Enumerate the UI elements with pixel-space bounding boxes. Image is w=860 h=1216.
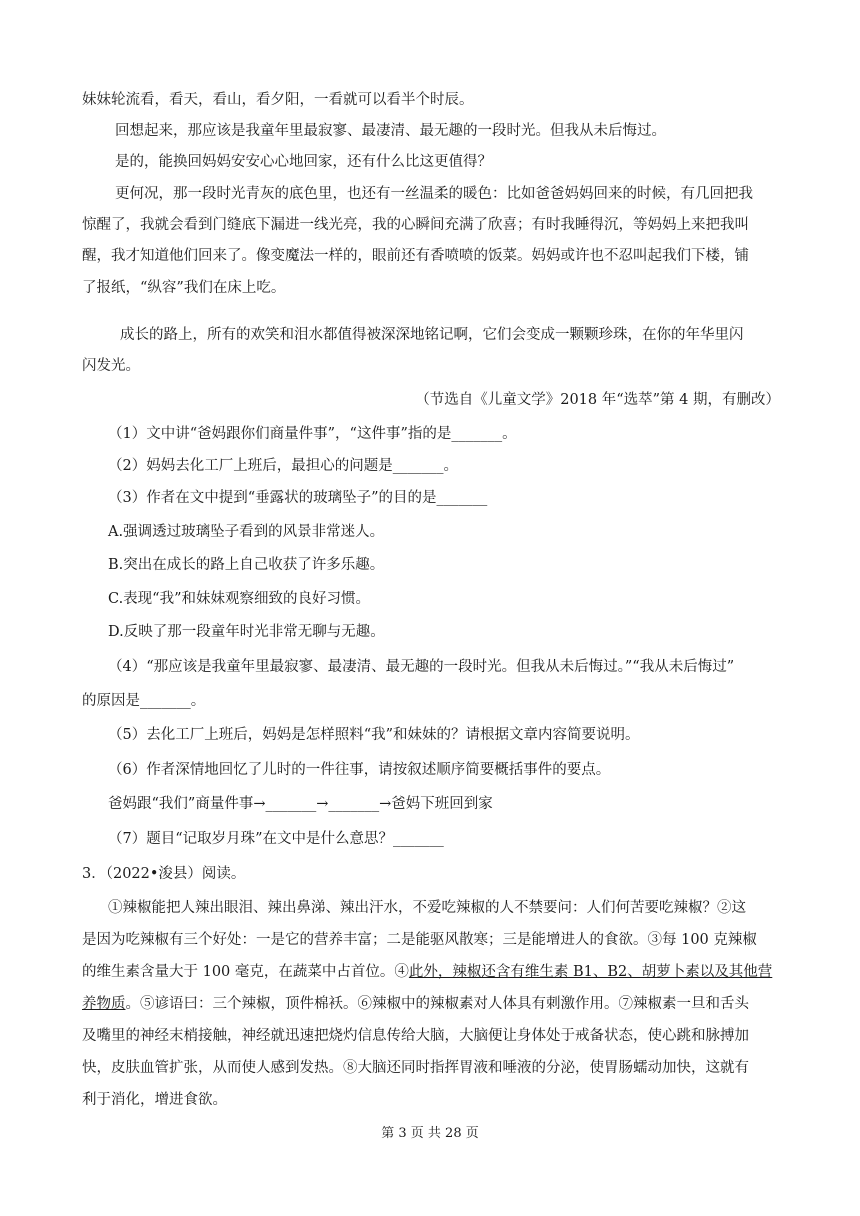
section-3-line: ①辣椒能把人辣出眼泪、辣出鼻涕、辣出汗水，不爱吃辣椒的人不禁要问：人们何苦要吃辣椒？②这 bbox=[108, 900, 746, 916]
question-7: （7）题目“记取岁月珠”在文中是什么意思？_______ bbox=[108, 831, 444, 847]
paragraph-line: 醒，我才知道他们回来了。像变魔法一样的，眼前还有香喷喷的饭菜。妈妈或许也不忍叫起我们下楼，铺 bbox=[82, 248, 749, 264]
section-3-line: 利于消化，增进食欲。 bbox=[82, 1092, 227, 1108]
source-citation: （节选自《儿童文学》2018 年“选萃”第 4 期，有删改） bbox=[415, 392, 780, 408]
paragraph-line: 回想起来，那应该是我童年里最寂寥、最凄清、最无趣的一段时光。但我从未后悔过。 bbox=[115, 123, 666, 139]
page-number: 第 3 页 共 28 页 bbox=[381, 1126, 479, 1141]
section-3-line: 快，皮肤血管扩张，从而使人感到发热。⑧大脑还同时指挥胃液和唾液的分泌，使胃肠蠕动加快，这就有 bbox=[82, 1060, 749, 1076]
paragraph-line: 闪发光。 bbox=[82, 358, 140, 374]
plain-text: 的维生素含量大于 100 毫克，在蔬菜中占首位。④ bbox=[82, 964, 409, 980]
paragraph-line: 了报纸，“纵容”我们在床上吃。 bbox=[82, 280, 286, 296]
question-5: （5）去化工厂上班后，妈妈是怎样照料“我”和妹妹的？请根据文章内容简要说明。 bbox=[108, 727, 640, 743]
underlined-text: 养物质 bbox=[82, 996, 126, 1012]
underlined-text: 此外，辣椒还含有维生素 B1、B2、胡萝卜素以及其他营 bbox=[408, 964, 773, 980]
option-a: A.强调透过玻璃坠子看到的风景非常迷人。 bbox=[108, 524, 385, 540]
paragraph-line: 是的，能换回妈妈安安心心地回家，还有什么比这更值得？ bbox=[115, 154, 492, 170]
section-3-heading: 3．（2022•浚县）阅读。 bbox=[82, 866, 246, 882]
option-c: C.表现“我”和妹妹观察细致的良好习惯。 bbox=[108, 591, 371, 607]
section-3-line: 是因为吃辣椒有三个好处：一是它的营养丰富；二是能驱风散寒；三是能增进人的食欲。③每 100 克辣椒 bbox=[82, 932, 757, 948]
paragraph-line: 成长的路上，所有的欢笑和泪水都值得被深深地铭记啊，它们会变成一颗颗珍珠，在你的年华里闪 bbox=[120, 327, 744, 343]
section-3-line bbox=[82, 962, 782, 982]
question-3: （3）作者在文中提到“垂露状的玻璃坠子”的目的是_______ bbox=[108, 490, 488, 506]
question-6-flow: 爸妈跟“我们”商量件事→_______→_______→爸妈下班回到家 bbox=[108, 796, 493, 812]
plain-text: 。⑤谚语曰：三个辣椒，顶件棉袄。⑥辣椒中的辣椒素对人体具有刺激作用。⑦辣椒素一旦和舌头 bbox=[125, 996, 749, 1012]
question-1: （1）文中讲“爸妈跟你们商量件事”，“这件事”指的是_______。 bbox=[108, 426, 517, 442]
paragraph-line: 更何况，那一段时光青灰的底色里，也还有一丝温柔的暖色：比如爸爸妈妈回来的时候，有几回把我 bbox=[115, 186, 753, 202]
question-6: （6）作者深情地回忆了儿时的一件往事，请按叙述顺序简要概括事件的要点。 bbox=[108, 762, 611, 778]
paragraph-line: 惊醒了，我就会看到门缝底下漏进一线光亮，我的心瞬间充满了欣喜；有时我睡得沉，等妈妈上来把我叫 bbox=[82, 217, 749, 233]
paragraph-line: 妹妹轮流看，看天，看山，看夕阳，一看就可以看半个时辰。 bbox=[82, 92, 474, 108]
section-3-line bbox=[82, 994, 782, 1014]
question-2: （2）妈妈去化工厂上班后，最担心的问题是_______。 bbox=[108, 458, 458, 474]
question-4-line2: 的原因是_______。 bbox=[82, 693, 206, 709]
section-3-line: 及嘴里的神经末梢接触，神经就迅速把烧灼信息传给大脑，大脑便让身体处于戒备状态，使心跳和脉搏加 bbox=[82, 1028, 749, 1044]
option-d: D.反映了那一段童年时光非常无聊与无趣。 bbox=[108, 624, 385, 640]
option-b: B.突出在成长的路上自己收获了许多乐趣。 bbox=[108, 557, 385, 573]
question-4-line1: （4）“那应该是我童年里最寂寥、最凄清、最无趣的一段时光。但我从未后悔过。”“我从未后悔过” bbox=[108, 659, 735, 675]
